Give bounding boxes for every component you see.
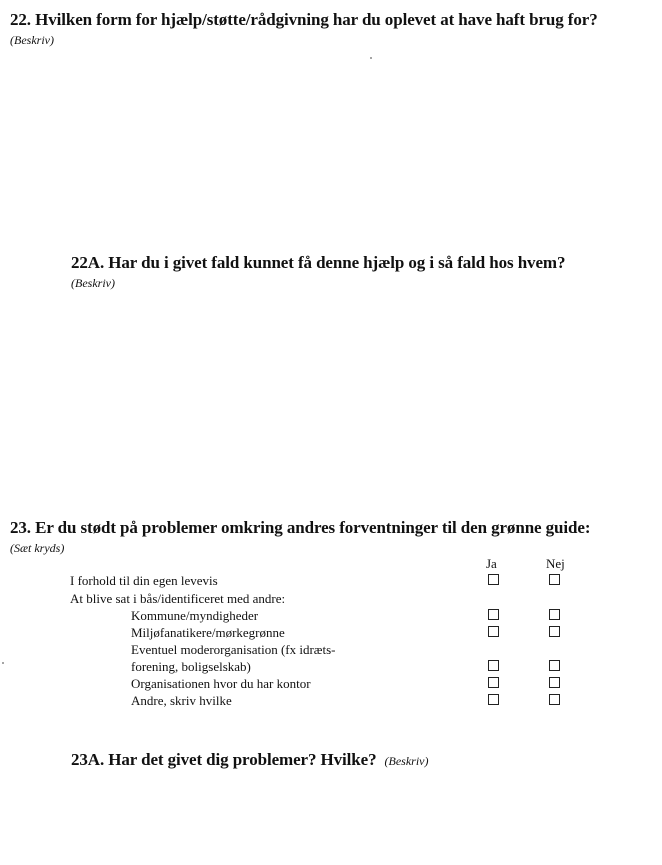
- option-label-municipality: Kommune/myndigheder: [131, 608, 259, 623]
- checkbox-parent-organisation-yes[interactable]: [488, 660, 499, 671]
- checkbox-office-organisation-yes[interactable]: [488, 677, 499, 688]
- checkbox-municipality-yes[interactable]: [488, 609, 499, 620]
- question-23a-hint: (Beskriv): [384, 754, 429, 768]
- scan-speck: [370, 57, 372, 59]
- scan-speck: [2, 662, 4, 664]
- column-header-no: Nej: [546, 556, 565, 571]
- question-22a-title: 22A. Har du i givet fald kunnet få denne hjælp og i så fald hos hvem?: [71, 253, 566, 272]
- question-23a-title: 23A. Har det givet dig problemer? Hvilke?: [71, 750, 377, 769]
- column-header-yes: Ja: [486, 556, 497, 571]
- checkbox-own-lifestyle-yes[interactable]: [488, 574, 499, 585]
- option-label-environmental-fanatics: Miljøfanatikere/mørkegrønne: [131, 625, 285, 640]
- checkbox-others-yes[interactable]: [488, 694, 499, 705]
- option-group-heading-identified: At blive sat i bås/identificeret med andre:: [70, 591, 286, 606]
- question-22-hint: (Beskriv): [10, 33, 54, 47]
- option-label-own-lifestyle: I forhold til din egen levevis: [70, 573, 218, 588]
- checkbox-own-lifestyle-no[interactable]: [549, 574, 560, 585]
- option-label-office-organisation: Organisationen hvor du har kontor: [131, 676, 311, 691]
- checkbox-environmental-fanatics-yes[interactable]: [488, 626, 499, 637]
- option-label-others: Andre, skriv hvilke: [131, 693, 232, 708]
- question-23-title: 23. Er du stødt på problemer omkring andres forventninger til den grønne guide:: [10, 518, 591, 537]
- checkbox-others-no[interactable]: [549, 694, 560, 705]
- option-label-parent-organisation-line2: forening, boligselskab): [131, 659, 251, 674]
- question-22-title: 22. Hvilken form for hjælp/støtte/rådgivning har du oplevet at have haft brug for?: [10, 10, 598, 29]
- checkbox-municipality-no[interactable]: [549, 609, 560, 620]
- question-23-hint: (Sæt kryds): [10, 541, 65, 555]
- checkbox-parent-organisation-no[interactable]: [549, 660, 560, 671]
- option-label-parent-organisation-line1: Eventuel moderorganisation (fx idræts-: [131, 642, 336, 657]
- question-22a-hint: (Beskriv): [71, 276, 115, 290]
- checkbox-office-organisation-no[interactable]: [549, 677, 560, 688]
- checkbox-environmental-fanatics-no[interactable]: [549, 626, 560, 637]
- question-23a-heading: [71, 750, 428, 770]
